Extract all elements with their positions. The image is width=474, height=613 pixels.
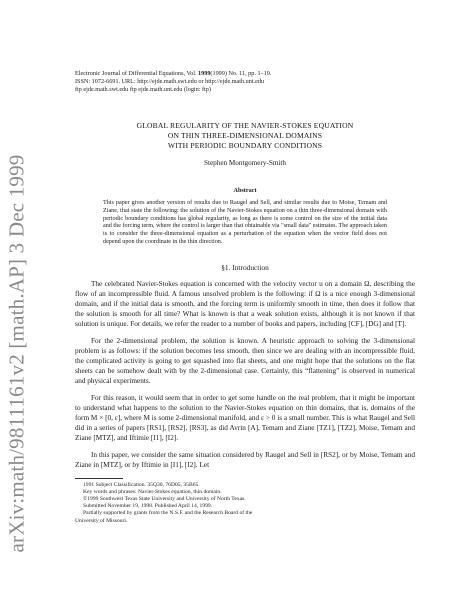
arxiv-stamp-text: arXiv:math/9811161v2 [math.AP] 3 Dec 1999	[4, 154, 29, 552]
journal-year: 1999	[198, 70, 211, 77]
footnotes	[75, 482, 415, 525]
journal-header-line3: ftp ejde.math.swt.edu ftp ejde.math.unt.edu (login: ftp)	[75, 86, 211, 94]
footnote-submitted: Submitted November 19, 1998. Published April 14, 1999.	[83, 503, 213, 510]
author: Stephen Montgomery-Smith	[203, 158, 287, 167]
paper-page	[75, 70, 415, 525]
footnote-support-line1: Partially supported by grants from the N.S.F. and the Research Board of the	[83, 510, 253, 517]
intro-paragraph-4: In this paper, we consider the same situation considered by Raugel and Sell in [RS2], or by Moise, Temam and Ziane in [MTZ], or by Iftimie in [I1], [I2]. Let	[75, 450, 415, 469]
footnote-classification: 1991 Subject Classification. 35Q30, 76D05, 35B65.	[83, 481, 200, 488]
paper-title	[75, 121, 415, 151]
footnote-rule	[75, 478, 123, 479]
arxiv-stamp	[2, 148, 32, 558]
abstract-heading: Abstract	[233, 186, 257, 194]
intro-paragraph-3: For this reason, it would seem that in order to get some handle on the real problem, that it might be important to understand what happens to the solution to the Navier-Stokes equation on thin domains, that is, domains of the form M × [0, ε], where M is some 2-dimensional manifold, and ε > 0 is a small number. This is what Raugel and Sell did in a series of papers [RS1], [RS2], [RS3], as did Avrin [A], Temam and Ziane [TZ1], [TZ2], Moise, Temam and Ziane [MTZ], and Iftimie [I1], [I2].	[75, 393, 415, 442]
journal-header-line2: ISSN: 1072-6691. URL: http://ejde.math.swt.edu or http://ejde.math.unt.edu	[75, 78, 265, 86]
footnote-copyright: ©1999 Southwest Texas State University and University of North Texas.	[83, 495, 246, 502]
title-line-2: ON THIN THREE-DIMENSIONAL DOMAINS	[167, 130, 323, 140]
intro-paragraph-2: For the 2-dimensional problem, the solution is known. A heuristic approach to solving the 3-dimensional problem is as follows: if the solution becomes less smooth, then since we are dealing with an incompressible fluid, the complicated activity is going to get squashed into flat sheets, and one might hope that the solutions on the flat sheets can be somehow dealt with by the 2-dimensional case. Certainly, this “flattening” is observed in numerical and physical experiments.	[75, 337, 415, 385]
journal-name: Electronic Journal of Differential Equations, Vol.	[75, 70, 199, 77]
intro-paragraph-1: The celebrated Navier-Stokes equation is concerned with the velocity vector u on a domain Ω, describing the flow of an incompressible fluid. A famous unsolved problem is the following: if Ω is a nice enough 3-dimensional domain, and if the initial data is smooth, and the forcing term is uniformly smooth in time, then does it follow that the solution is smooth for all time? What is known is that a weak solution exists, although it is not known if that solution is unique. For details, we refer the reader to a number of books and papers, including [CF], [DG] and [T].	[75, 280, 415, 329]
title-line-3: WITH PERIODIC BOUNDARY CONDITIONS	[167, 140, 323, 150]
journal-issue: (1999) No. 11, pp. 1–19.	[210, 70, 272, 77]
journal-header-line1	[75, 70, 415, 78]
title-line-1: GLOBAL REGULARITY OF THE NAVIER-STOKES EQUATION	[136, 120, 354, 130]
abstract-text: This paper gives another version of results due to Raugel and Sell, and similar results due to Moise, Temam and Ziane, that state the following: the solution of the Navier-Stokes equation on a thin three-dimensional domain with periodic boundary conditions has global regularity, as long as there is some control on the size of the initial data and the forcing term, where the control is larger than that obtainable via "small data" estimates. The approach taken is to consider the three-dimensional equation as a perturbation of the equation when the vector field does not depend upon the coordinate in the thin direction.	[103, 199, 387, 246]
journal-header	[75, 70, 415, 95]
footnote-keywords: Key words and phrases: Navier-Stokes equation, thin domain.	[83, 488, 222, 495]
section-heading-introduction: §1. Introduction	[221, 263, 269, 273]
footnote-support-line2: University of Missouri.	[75, 517, 128, 524]
